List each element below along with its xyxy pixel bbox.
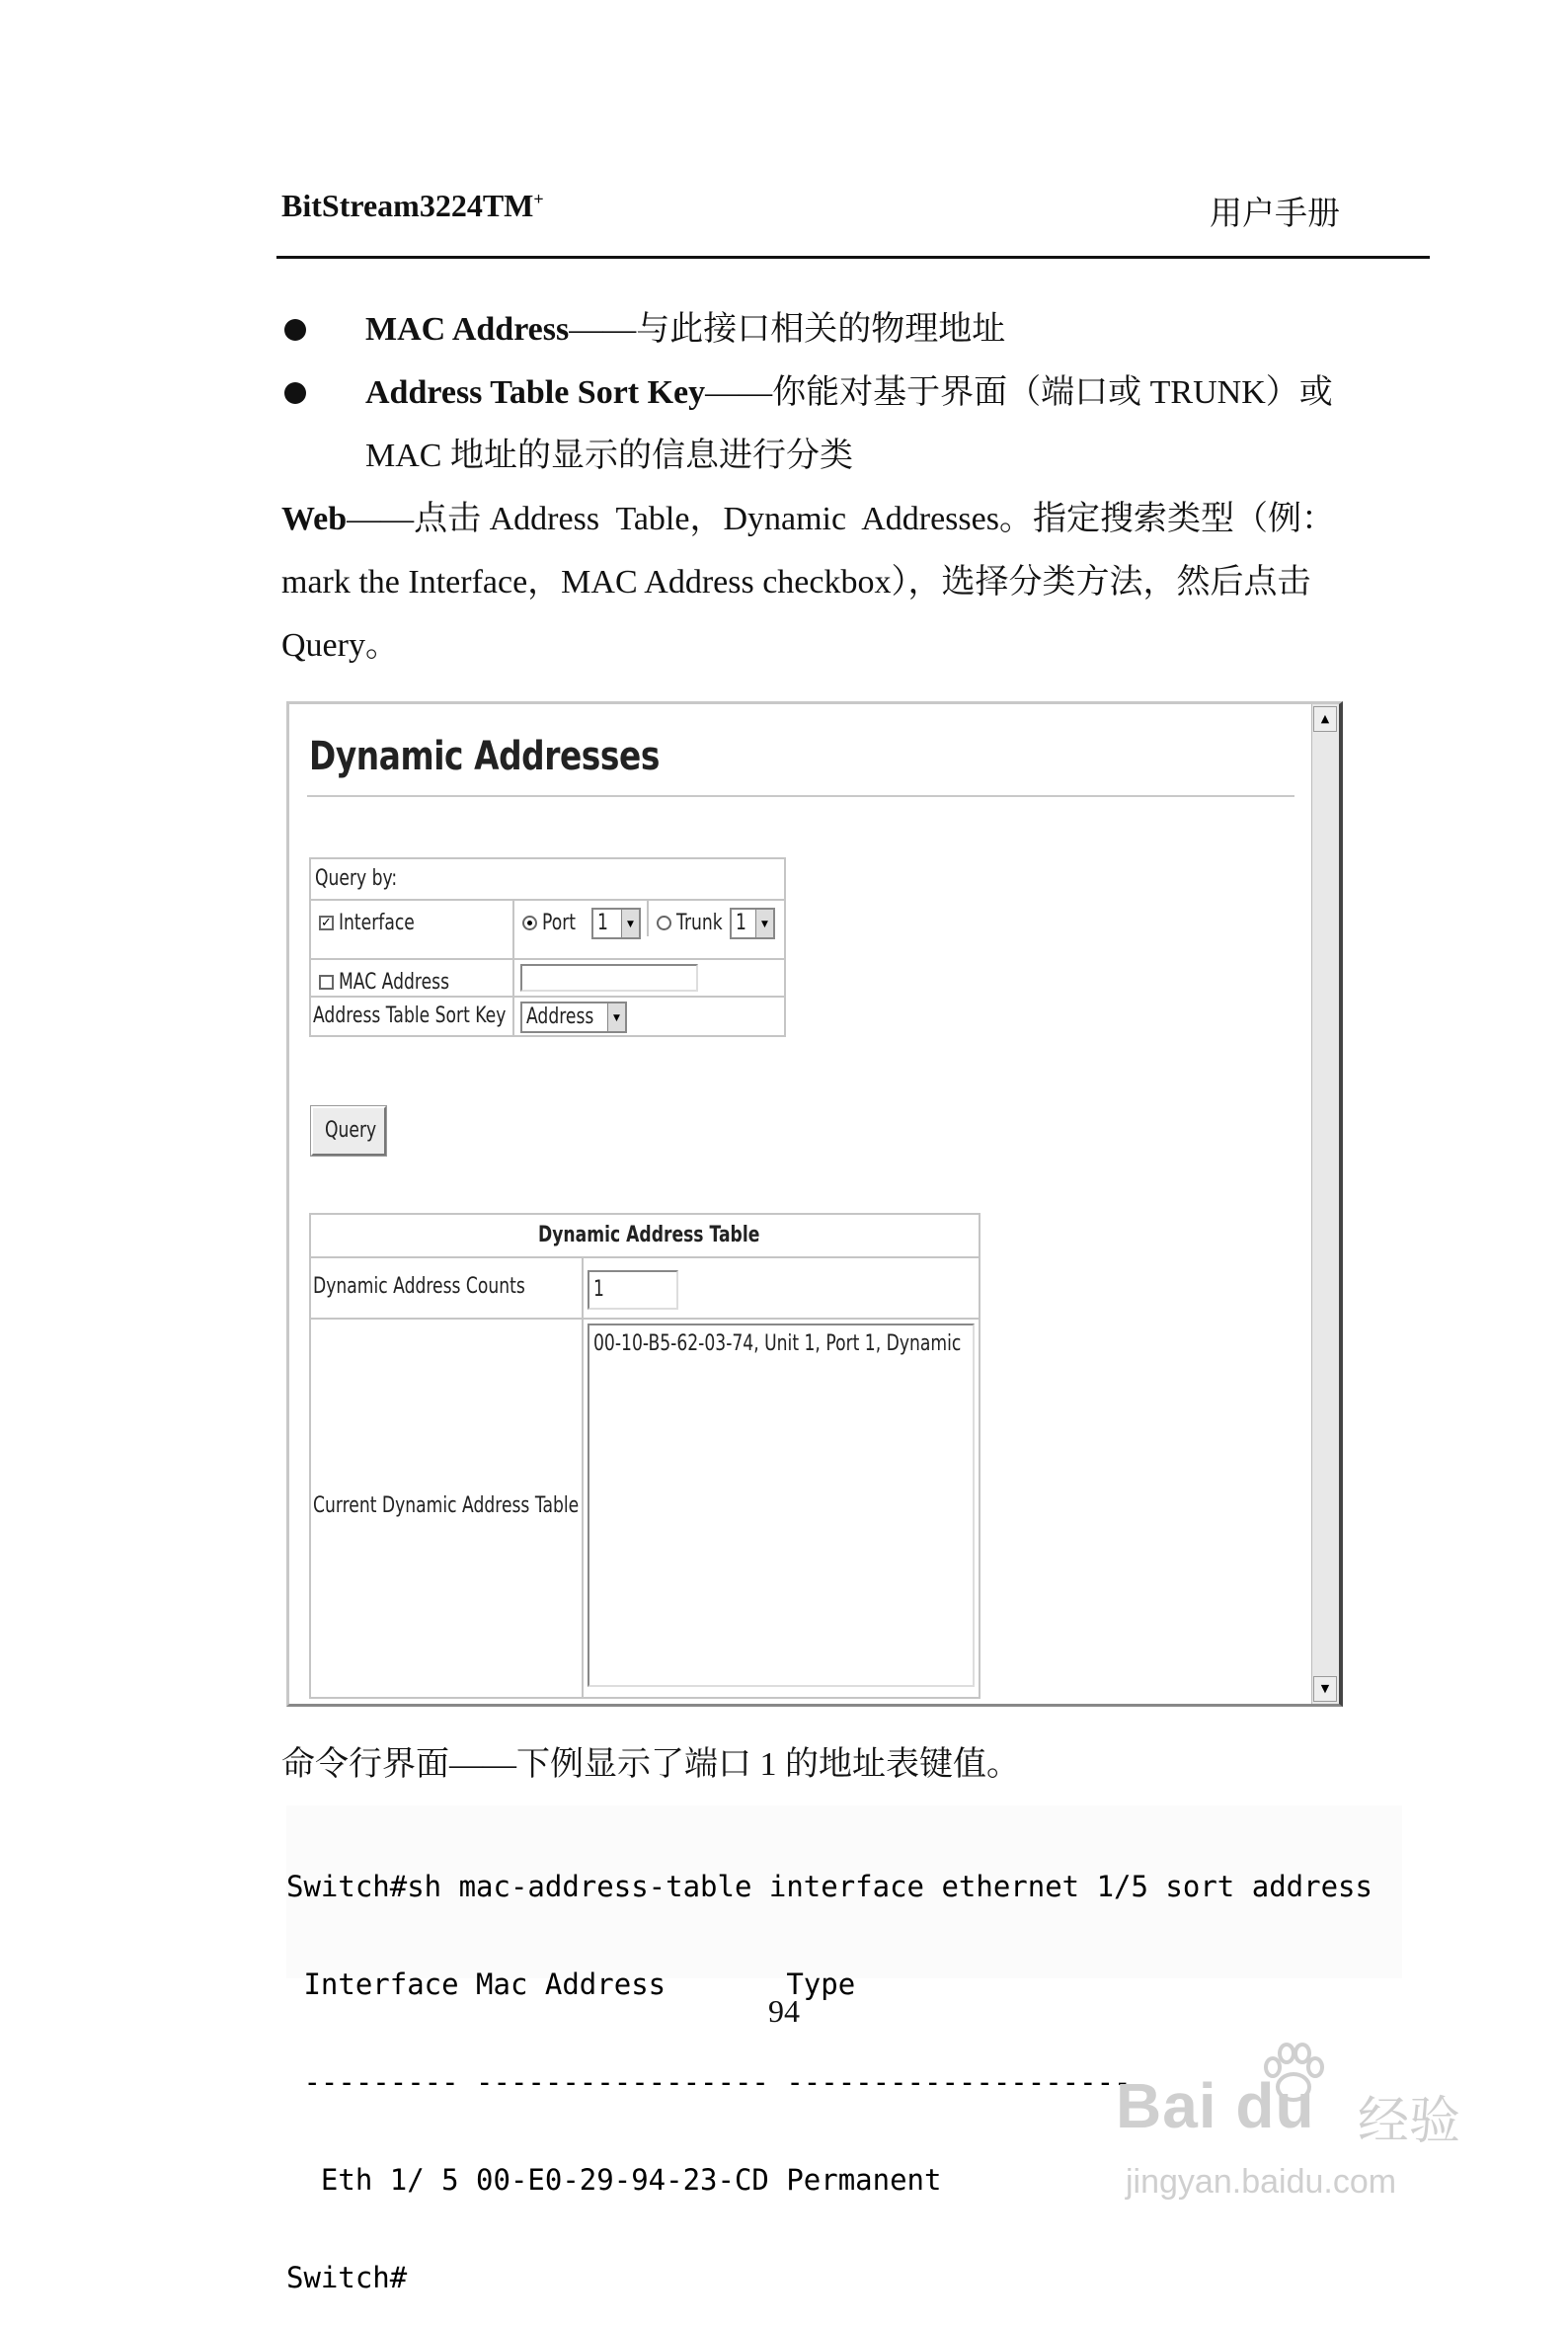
- dynamic-addresses-screenshot: [286, 701, 1343, 1707]
- trunk-label: Trunk: [676, 911, 723, 935]
- trunk-select[interactable]: [730, 908, 775, 939]
- current-table-label: Current Dynamic Address Table: [313, 1493, 580, 1518]
- port-select-value: 1: [597, 911, 608, 935]
- web-para-line1: Web——点击 Address Table，Dynamic Addresses。指定搜索类型（例：: [281, 501, 1335, 537]
- header-manual-title: 用户手册: [1210, 197, 1340, 232]
- bullet-mac-address: MAC Address——与此接口相关的物理地址: [365, 311, 1006, 348]
- cli-line: --------- ----------------- --------------------: [286, 2065, 1132, 2099]
- current-address-list[interactable]: [588, 1324, 975, 1687]
- trunk-select-value: 1: [736, 911, 746, 935]
- query-button[interactable]: [311, 1106, 386, 1156]
- list-item[interactable]: 00-10-B5-62-03-74, Unit 1, Port 1, Dynamic: [593, 1331, 962, 1356]
- cli-line: Eth 1/ 5 00-E0-29-94-23-CD Permanent: [286, 2163, 942, 2197]
- mac-address-label: MAC Address: [339, 970, 450, 995]
- query-by-label: Query by:: [315, 866, 398, 891]
- trunk-radio[interactable]: [657, 916, 671, 930]
- page-title: Dynamic Addresses: [309, 734, 660, 779]
- port-radio[interactable]: [522, 916, 537, 930]
- mac-address-checkbox[interactable]: [319, 975, 334, 990]
- scroll-up-icon[interactable]: ▲: [1313, 706, 1337, 732]
- cli-intro: 命令行界面——下例显示了端口 1 的地址表键值。: [281, 1746, 1020, 1783]
- bullet-icon: [284, 319, 306, 341]
- scroll-down-icon[interactable]: ▼: [1313, 1676, 1337, 1702]
- header-divider: [276, 256, 1430, 259]
- cli-line: Switch#sh mac-address-table interface ethernet 1/5 sort address: [286, 1870, 1372, 1903]
- interface-label: Interface: [339, 911, 415, 935]
- counts-input: [588, 1270, 678, 1310]
- chevron-down-icon: ▼: [607, 1003, 625, 1031]
- table-title: Dynamic Address Table: [538, 1223, 760, 1247]
- counts-value: 1: [593, 1277, 604, 1302]
- bullet-sort-key: Address Table Sort Key——你能对基于界面（端口或 TRUNK）或: [365, 374, 1333, 411]
- bullet-sort-key-cont: MAC 地址的显示的信息进行分类: [365, 438, 853, 474]
- bullet-icon: [284, 382, 306, 404]
- header-product: BitStream3224TM+: [281, 188, 544, 223]
- sort-key-label: Address Table Sort Key: [313, 1003, 507, 1028]
- query-button-label: Query: [325, 1118, 377, 1143]
- watermark-cn: 经验: [1358, 2094, 1461, 2150]
- mac-address-input[interactable]: [520, 964, 698, 992]
- dynamic-address-table: [309, 1213, 980, 1699]
- cli-line: Interface Mac Address Type: [286, 1967, 856, 2001]
- baidu-watermark: [1116, 2040, 1471, 2227]
- sort-key-select-value: Address: [526, 1004, 594, 1029]
- chevron-down-icon: ▼: [755, 910, 773, 937]
- query-table: [309, 857, 786, 1037]
- scrollbar[interactable]: [1311, 704, 1339, 1704]
- port-select[interactable]: [591, 908, 641, 939]
- web-para-line2: mark the Interface，MAC Address checkbox），选择分类方法，然后点击: [281, 564, 1311, 601]
- sort-key-select[interactable]: [520, 1002, 627, 1033]
- web-para-line3: Query。: [281, 627, 399, 664]
- page-number: 94: [768, 1993, 800, 2029]
- interface-checkbox[interactable]: ✓: [319, 916, 334, 930]
- port-label: Port: [542, 911, 577, 935]
- cli-line: Switch#: [286, 2261, 408, 2294]
- watermark-logo: Bai du: [1116, 2070, 1315, 2141]
- watermark-url: jingyan.baidu.com: [1126, 2163, 1397, 2201]
- title-divider: [307, 795, 1294, 797]
- chevron-down-icon: ▼: [621, 910, 639, 937]
- counts-label: Dynamic Address Counts: [313, 1274, 525, 1299]
